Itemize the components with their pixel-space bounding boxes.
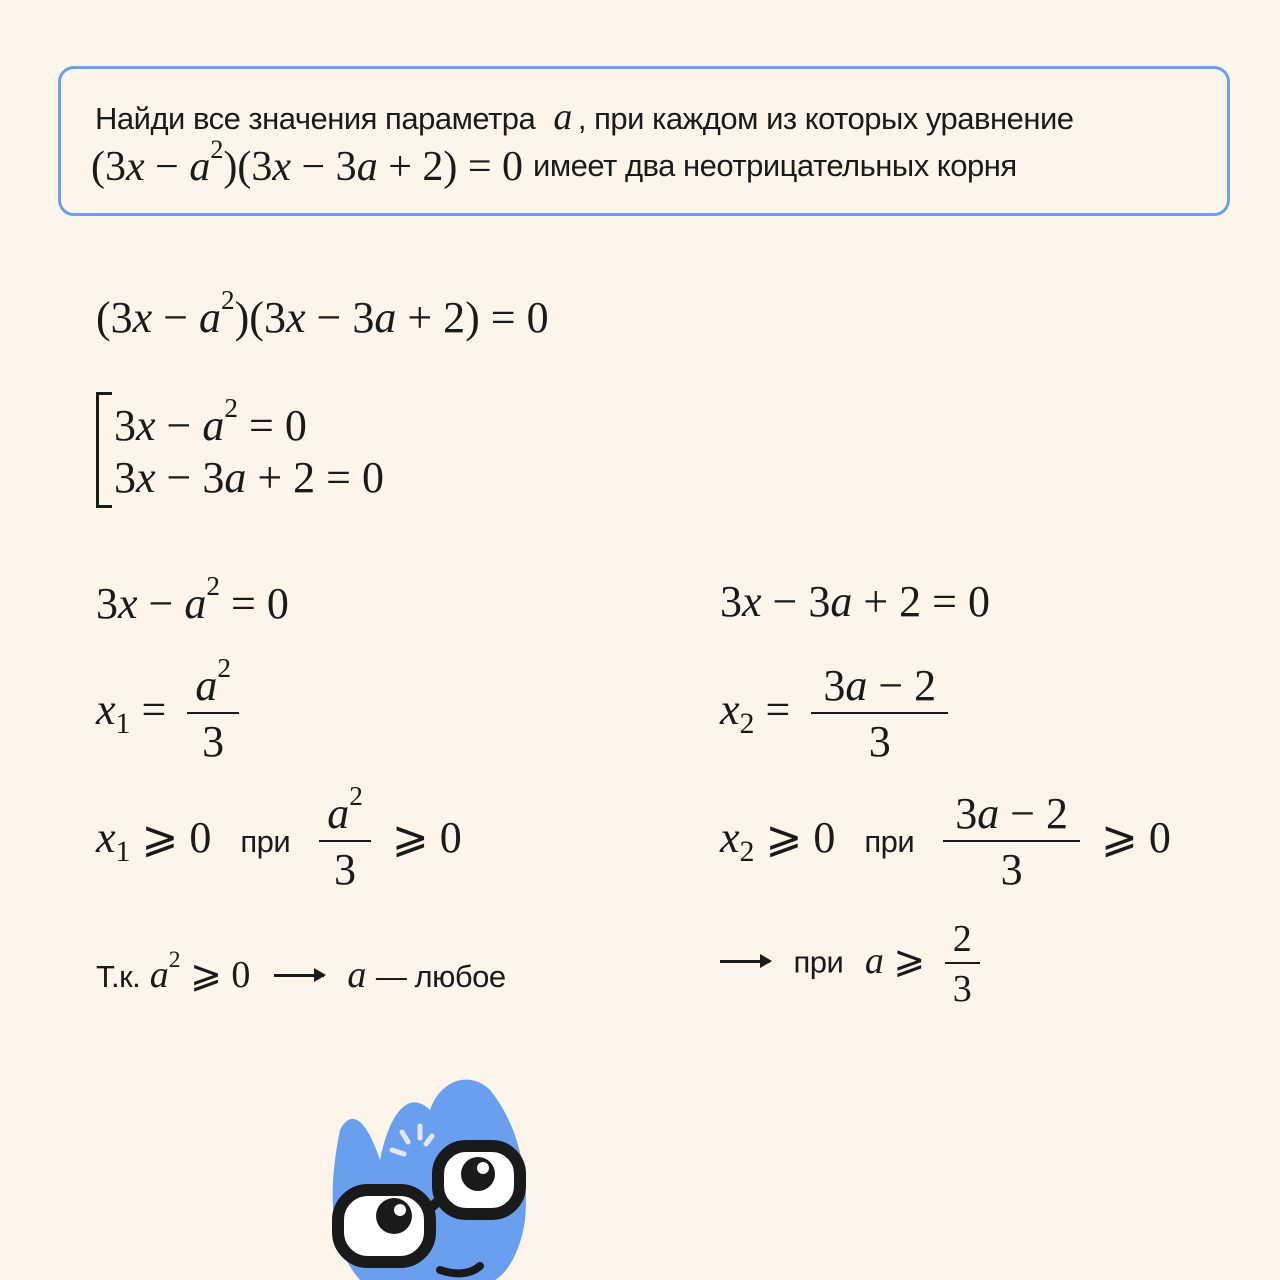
system-row-1: $3x - a^2 = 0$ <box>114 392 307 450</box>
task-equation: $(3x - a^2)(3x - 3a + 2) = 0$ <box>91 134 524 190</box>
left-condition: $x_1$ ⩾ 0 при $\frac{a^2}{3}$ ⩾ 0 <box>96 780 462 894</box>
task-param: a <box>553 96 572 138</box>
task-condition: имеет два неотрицательных корня <box>533 148 1017 183</box>
right-condition-word: при <box>864 824 915 860</box>
because-word: Т.к. <box>96 959 141 994</box>
right-equation: 3x − 3a + 2 = 0 <box>720 577 990 626</box>
right-result-fraction: $\frac{2}{3}$ <box>945 920 980 1008</box>
task-statement-line2 <box>91 134 1017 191</box>
left-result: Т.к. $a^2$ ⩾ 0 a — любое <box>96 946 506 996</box>
main-equation: $(3x - a^2)(3x - 3a + 2) = 0$ <box>96 284 549 342</box>
system-bracket <box>96 392 112 508</box>
right-result-word: при <box>793 944 844 980</box>
task-statement-line1 <box>95 95 1074 139</box>
arrow-right-icon <box>274 974 324 977</box>
task-after-param: , при каждом из которых уравнение <box>577 101 1074 136</box>
left-result-word: — любое <box>375 959 506 994</box>
right-result: при a ⩾ $\frac{2}{3}$ <box>720 920 990 1008</box>
right-root: $x_2$ = $\frac{3a - 2}{3}$ <box>720 664 958 764</box>
task-intro: Найди все значения параметра <box>95 101 536 136</box>
left-condition-fraction: $\frac{a^2}{3}$ <box>319 792 371 892</box>
left-equation: $3x - a^2 = 0$ <box>96 570 289 628</box>
left-root-fraction: $\frac{a^2}{3}$ <box>187 664 239 764</box>
mascot-with-glasses-icon <box>320 1070 550 1280</box>
task-box <box>58 66 1230 216</box>
left-root: $x_1$ = $\frac{a^2}{3}$ <box>96 664 249 764</box>
right-condition: $x_2$ ⩾ 0 при $\frac{3a - 2}{3}$ ⩾ 0 <box>720 789 1171 894</box>
system-row-2: 3x − 3a + 2 = 0 <box>114 453 384 502</box>
right-root-fraction: $\frac{3a - 2}{3}$ <box>811 664 948 764</box>
arrow-right-icon <box>720 960 770 963</box>
left-condition-word: при <box>240 824 291 860</box>
right-condition-fraction: $\frac{3a - 2}{3}$ <box>943 792 1080 892</box>
